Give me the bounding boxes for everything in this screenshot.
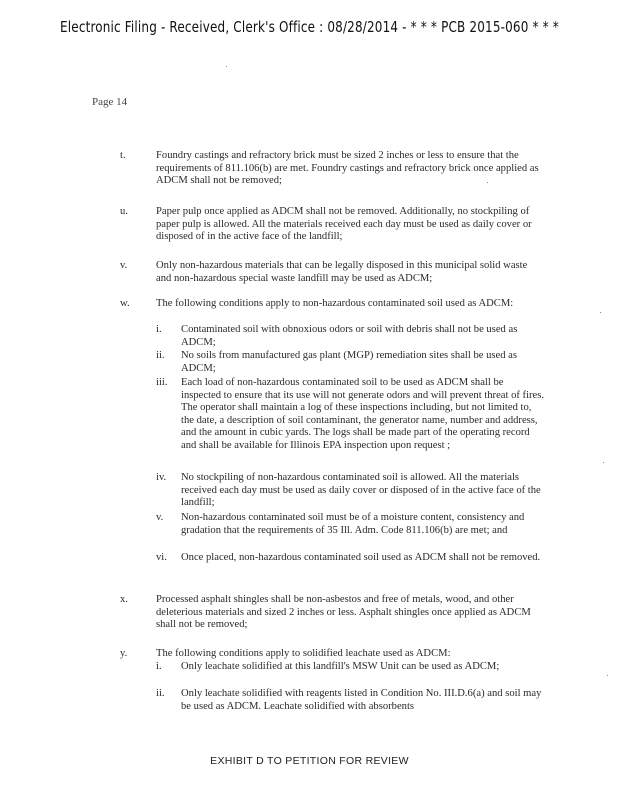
scan-speck	[600, 312, 601, 313]
sub-numeral: i.	[156, 661, 162, 672]
item-letter: t.	[120, 150, 126, 161]
scan-speck	[603, 462, 604, 463]
scan-speck	[607, 675, 608, 676]
item-letter: x.	[120, 594, 128, 605]
item-text: Paper pulp once applied as ADCM shall not be removed. Additionally, no stockpiling of paper pulp is allowed. All the materials received each day must be used as daily cover or disposed of in the active face of the landfill;	[156, 206, 532, 243]
item-text: Processed asphalt shingles shall be non-asbestos and free of metals, wood, and other deleterious materials and sized 2 inches or less. Asphalt shingles once applied as ADCM shall not be removed;	[156, 594, 531, 631]
sub-numeral: ii.	[156, 688, 165, 699]
exhibit-footer: EXHIBIT D TO PETITION FOR REVIEW	[210, 755, 409, 767]
scan-speck	[226, 66, 227, 67]
sub-text: Only leachate solidified with reagents listed in Condition No. III.D.6(a) and soil may be used as ADCM. Leachate solidified with absorbents	[181, 688, 542, 712]
sub-text: Once placed, non-hazardous contaminated soil used as ADCM shall not be removed.	[181, 552, 541, 563]
sub-text: Contaminated soil with obnoxious odors or soil with debris shall not be used as ADCM;	[181, 324, 518, 348]
sub-numeral: v.	[156, 512, 164, 523]
sub-text: Non-hazardous contaminated soil must be of a moisture content, consistency and gradation that the requirements of 35 Ill. Adm. Code 811.106(b) are met; and	[181, 512, 525, 536]
item-letter: u.	[120, 206, 128, 217]
item-letter: v.	[120, 260, 128, 271]
item-text: Only non-hazardous materials that can be legally disposed in this municipal solid waste and non-hazardous special waste landfill may be used as ADCM;	[156, 260, 528, 284]
item-text: The following conditions apply to non-hazardous contaminated soil used as ADCM:	[156, 298, 514, 309]
sub-numeral: vi.	[156, 552, 167, 563]
sub-text: No stockpiling of non-hazardous contaminated soil is allowed. All the materials received each day must be used as daily cover or disposed of in the active face of the landfill;	[181, 472, 541, 509]
sub-text: No soils from manufactured gas plant (MGP) remediation sites shall be used as ADCM;	[181, 350, 517, 374]
sub-numeral: ii.	[156, 350, 165, 361]
item-letter: y.	[120, 648, 128, 659]
item-letter: w.	[120, 298, 130, 309]
page-number: Page 14	[92, 96, 128, 108]
filing-stamp-header: Electronic Filing - Received, Clerk's Office : 08/28/2014 - * * * PCB 2015-060 * * *	[60, 18, 559, 36]
sub-numeral: i.	[156, 324, 162, 335]
sub-text: Only leachate solidified at this landfill's MSW Unit can be used as ADCM;	[181, 661, 500, 672]
sub-numeral: iii.	[156, 377, 168, 388]
item-text: Foundry castings and refractory brick must be sized 2 inches or less to ensure that the requirements of 811.106(b) are met. Foundry castings and refractory brick once applied as ADCM shall not be removed;	[156, 150, 539, 187]
sub-text: Each load of non-hazardous contaminated soil to be used as ADCM shall be inspected to ensure that its use will not generate odors and will prevent threat of fires. The operator shall maintain a log of these inspections including, but not limited to, the date, a description of soil contaminant, the generator name, number and address, and the amount in cubic yards. The logs shall be made part of the operating record and shall be available for Illinois EPA inspection upon request ;	[181, 377, 545, 451]
scan-speck	[487, 182, 488, 183]
item-text: The following conditions apply to solidified leachate used as ADCM:	[156, 648, 451, 659]
sub-numeral: iv.	[156, 472, 167, 483]
